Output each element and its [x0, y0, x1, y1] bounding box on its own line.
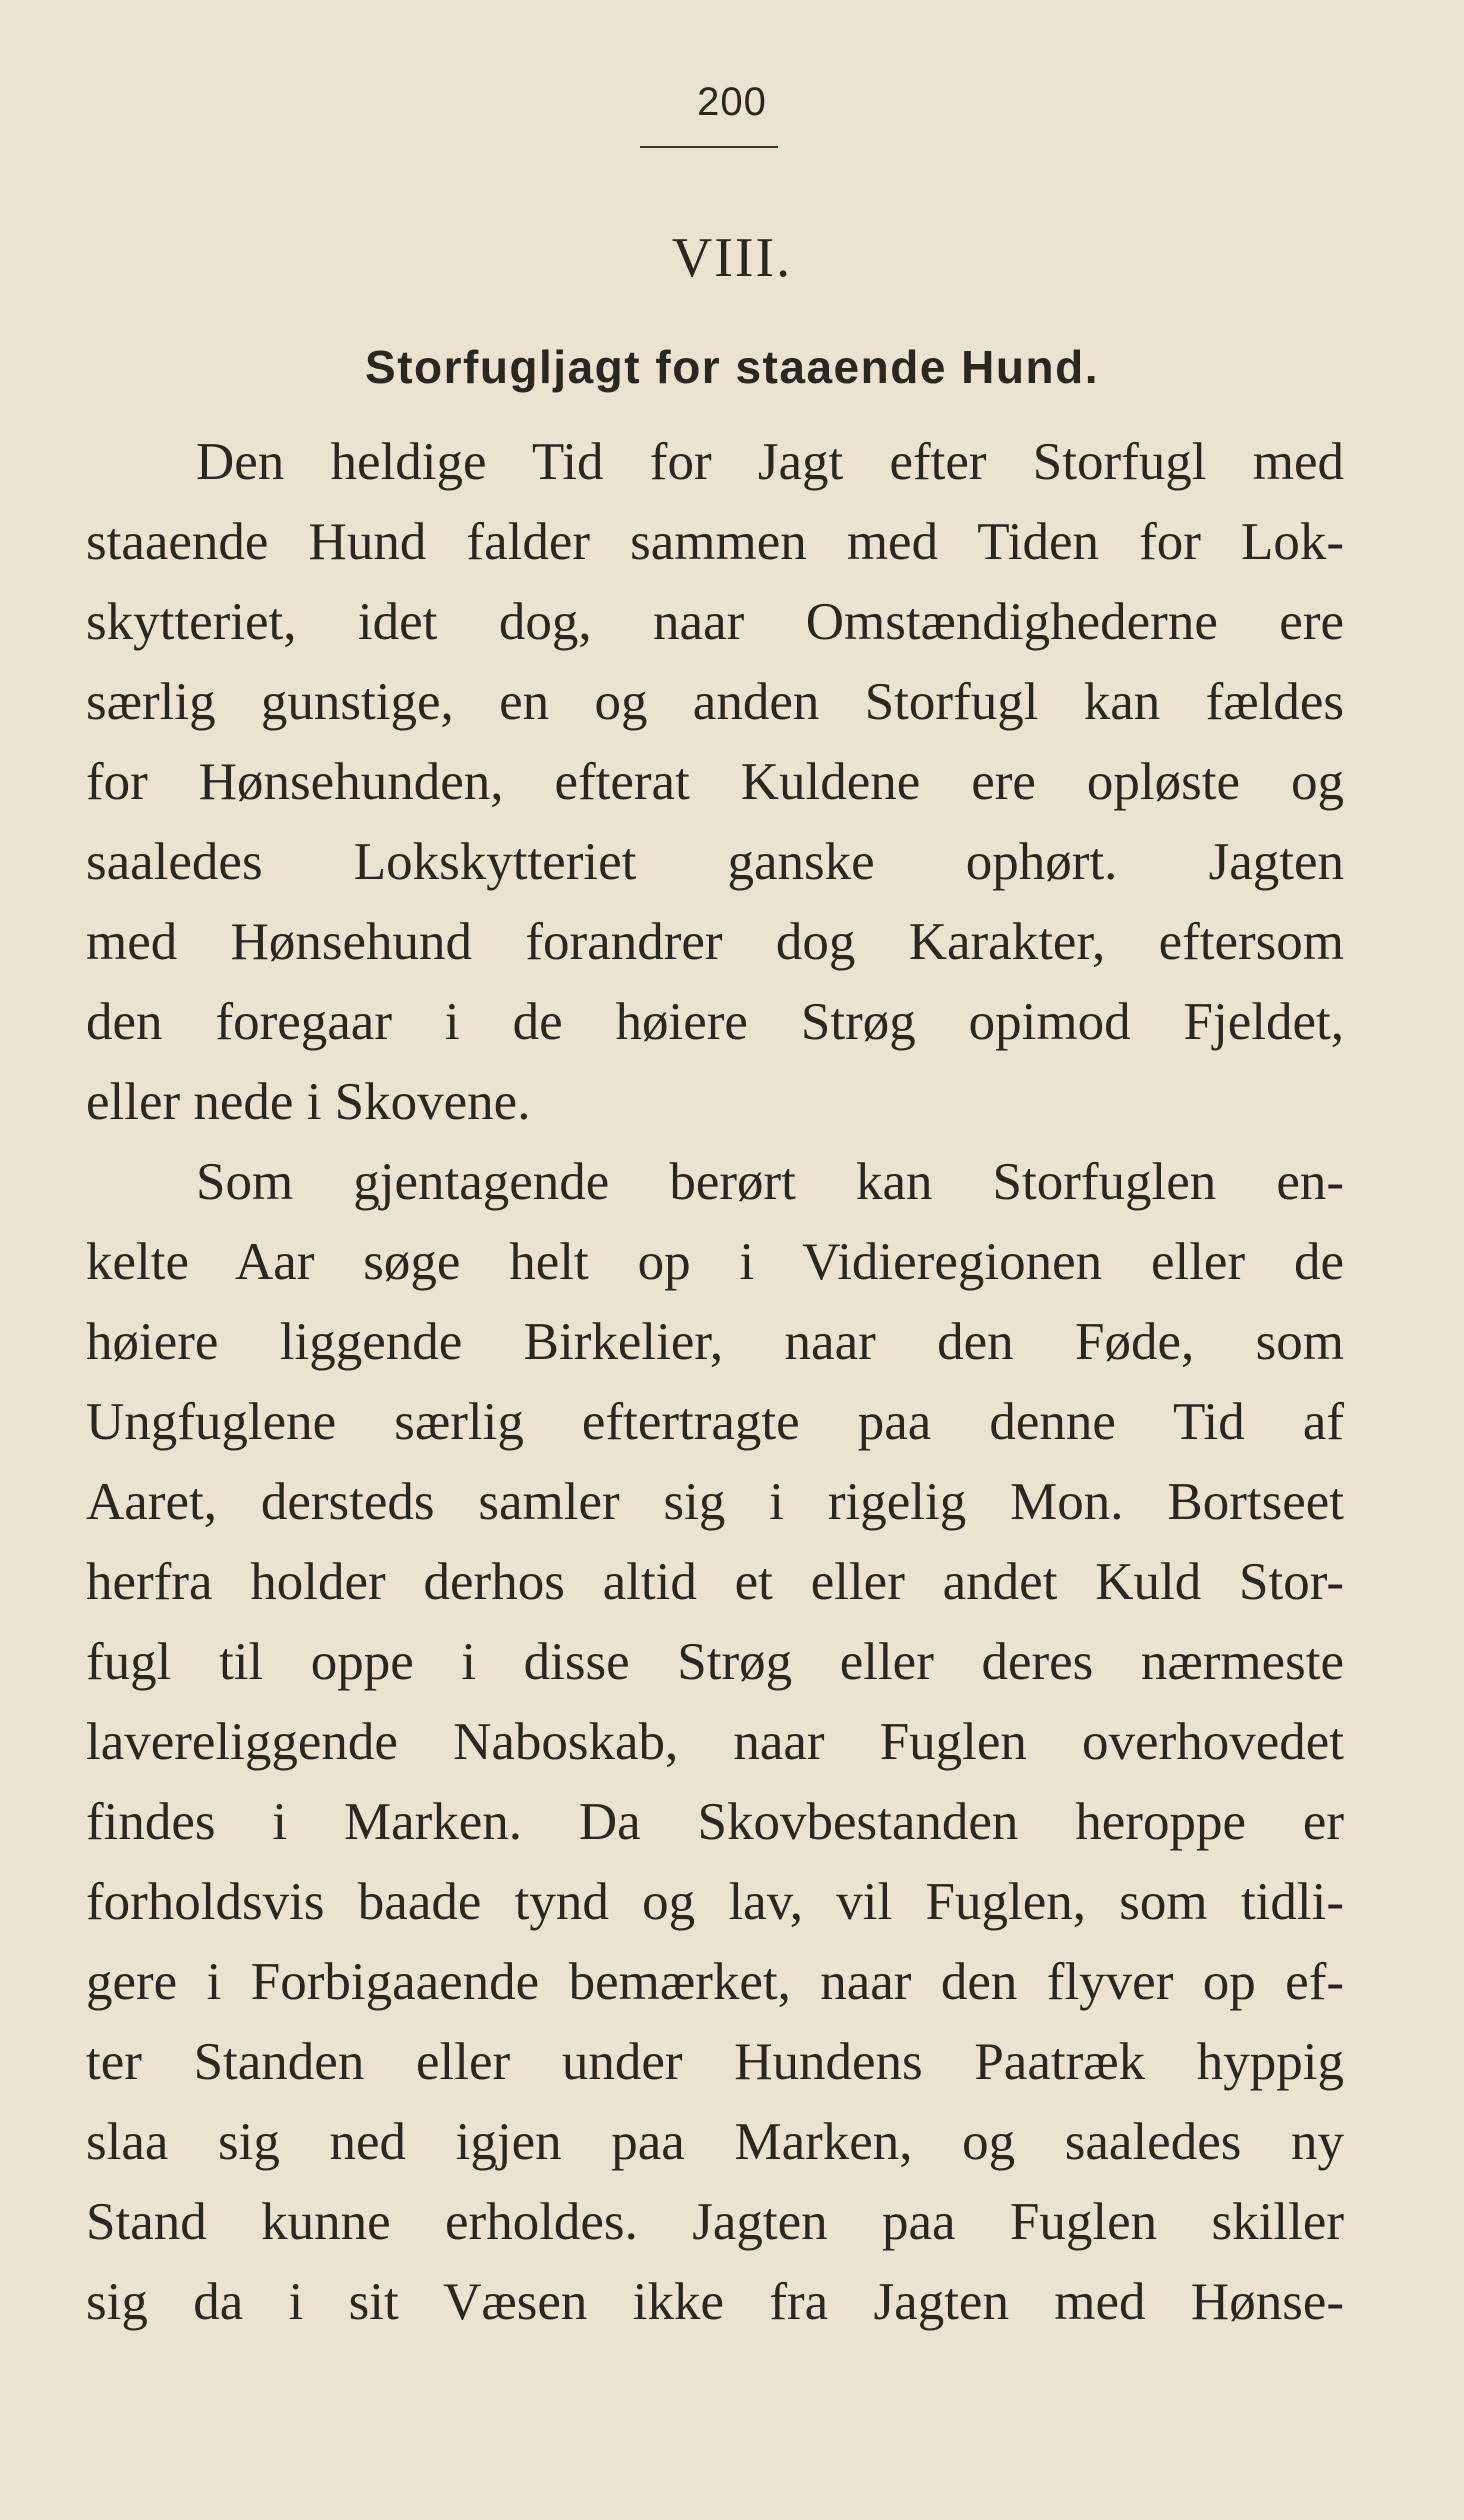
body-line: Aaret, dersteds samler sig i rigelig Mon. Bortseet — [86, 1473, 1344, 1531]
body-line: Den heldige Tid for Jagt efter Storfugl med — [196, 433, 1344, 491]
chapter-number: VIII. — [671, 227, 793, 289]
body-line: Stand kunne erholdes. Jagten paa Fuglen skiller — [86, 2193, 1344, 2251]
body-line: saaledes Lokskytteriet ganske ophørt. Jagten — [86, 833, 1344, 891]
body-line: særlig gunstige, en og anden Storfugl kan fældes — [86, 673, 1344, 731]
body-line: gere i Forbigaaende bemærket, naar den flyver op ef- — [86, 1953, 1344, 2011]
body-line: skytteriet, idet dog, naar Omstændighederne ere — [86, 593, 1344, 651]
body-line: ter Standen eller under Hundens Paatræk hyppig — [86, 2033, 1344, 2091]
body-line: for Hønsehunden, efterat Kuldene ere opløste og — [86, 753, 1344, 811]
body-line: Ungfuglene særlig eftertragte paa denne Tid af — [86, 1393, 1344, 1451]
page-number-rule — [640, 146, 778, 148]
body-line: sig da i sit Væsen ikke fra Jagten med Hønse- — [86, 2273, 1344, 2331]
body-line: staaende Hund falder sammen med Tiden for Lok- — [86, 513, 1344, 571]
body-line: den foregaar i de høiere Strøg opimod Fjeldet, — [86, 993, 1344, 1051]
body-line: eller nede i Skovene. — [86, 1073, 531, 1131]
body-line: forholdsvis baade tynd og lav, vil Fuglen, som tidli- — [86, 1873, 1344, 1931]
body-line: med Hønsehund forandrer dog Karakter, eftersom — [86, 913, 1344, 971]
body-line: slaa sig ned igjen paa Marken, og saaledes ny — [86, 2113, 1344, 2171]
body-line: fugl til oppe i disse Strøg eller deres nærmeste — [86, 1633, 1344, 1691]
body-line: lavereliggende Naboskab, naar Fuglen overhovedet — [86, 1713, 1344, 1771]
page-number: 200 — [697, 80, 767, 124]
body-line: Som gjentagende berørt kan Storfuglen en- — [196, 1153, 1344, 1211]
body-line: høiere liggende Birkelier, naar den Føde, som — [86, 1313, 1344, 1371]
chapter-title: Storfugljagt for staaende Hund. — [365, 341, 1099, 393]
body-line: findes i Marken. Da Skovbestanden heroppe er — [86, 1793, 1344, 1851]
body-line: herfra holder derhos altid et eller andet Kuld Stor- — [86, 1553, 1344, 1611]
body-line: kelte Aar søge helt op i Vidieregionen eller de — [86, 1233, 1344, 1291]
